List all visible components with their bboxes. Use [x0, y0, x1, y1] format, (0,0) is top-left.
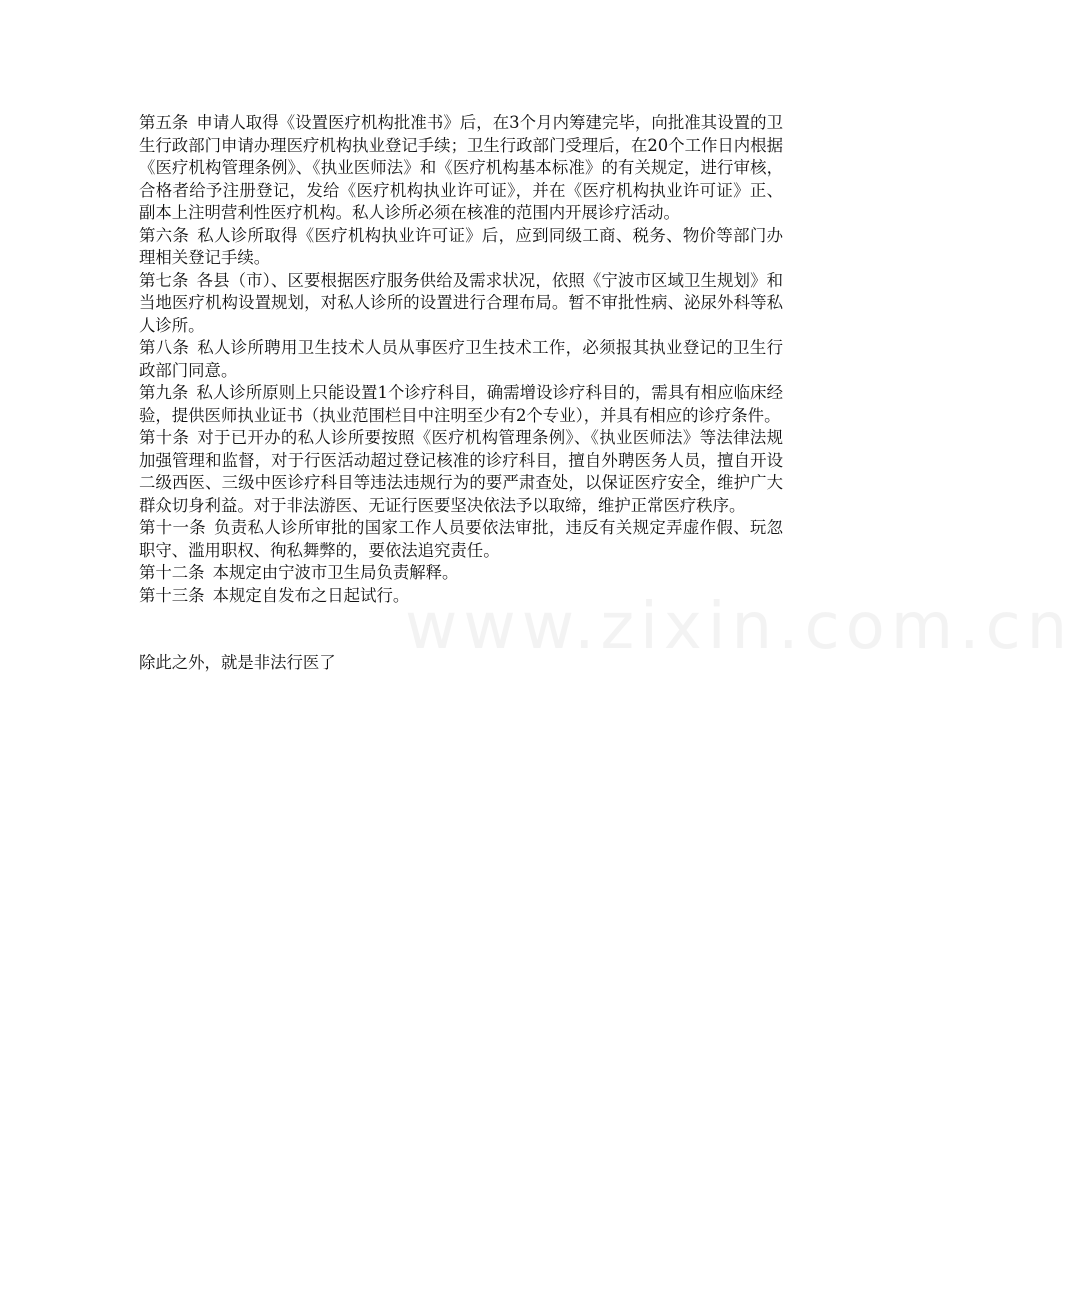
- article-text: 本规定自发布之日起试行。: [212, 585, 410, 605]
- article-8: [139, 337, 783, 382]
- article-text: 对于已开办的私人诊所要按照《医疗机构管理条例》、《执业医师法》等法律法规加强管理和监督，对于行医活动超过登记核准的诊疗科目，擅自外聘医务人员，擅自开设二级西医、三级中医诊疗科目等违法违规行为的要严肃查处，以保证医疗安全，维护广大群众切身利益。对于非法游医、无证行医要坚决依法予以取缔，维护正常医疗秩序。: [139, 428, 783, 515]
- article-text: 私人诊所原则上只能设置1个诊疗科目，确需增设诊疗科目的，需具有相应临床经验，提供医师执业证书（执业范围栏目中注明至少有2个专业），并具有相应的诊疗条件。: [139, 383, 783, 425]
- article-number: 第六条: [139, 225, 190, 245]
- article-text: 私人诊所取得《医疗机构执业许可证》后，应到同级工商、税务、物价等部门办理相关登记手续。: [139, 225, 784, 267]
- article-text: 负责私人诊所审批的国家工作人员要依法审批，违反有关规定弄虚作假、玩忽职守、滥用职权、徇私舞弊的，要依法追究责任。: [139, 518, 784, 560]
- article-number: 第十三条: [139, 585, 205, 605]
- article-11: [139, 517, 783, 562]
- article-number: 第五条: [139, 113, 189, 132]
- article-text: 申请人取得《设置医疗机构批准书》后，在3个月内筹建完毕，向批准其设置的卫生行政部门申请办理医疗机构执业登记手续；卫生行政部门受理后，在20个工作日内根据《医疗机构管理条例》、《执业医师法》和《医疗机构基本标准》的有关规定，进行审核，合格者给予注册登记，发给《医疗机构执业许可证》，并在《医疗机构执业许可证》正、副本上注明营利性医疗机构。私人诊所必须在核准的范围内开展诊疗活动。: [139, 113, 783, 222]
- article-6: [139, 225, 783, 270]
- blank-space: [139, 607, 783, 652]
- article-10: [139, 427, 783, 517]
- document-body: [139, 112, 783, 675]
- article-9: [139, 382, 783, 427]
- watermark: www.zixin.com.cn: [405, 590, 1073, 664]
- article-number: 第七条: [139, 270, 189, 290]
- article-number: 第十一条: [139, 518, 206, 537]
- article-number: 第十二条: [139, 563, 205, 582]
- article-number: 第九条: [139, 383, 189, 402]
- article-text: 本规定由宁波市卫生局负责解释。: [212, 563, 459, 582]
- article-text: 各县（市）、区要根据医疗服务供给及需求状况，依照《宁波市区域卫生规划》和当地医疗机构设置规划，对私人诊所的设置进行合理布局。暂不审批性病、泌尿外科等私人诊所。: [139, 270, 784, 335]
- article-number: 第十条: [139, 428, 190, 447]
- article-13: [139, 585, 783, 608]
- article-text: 私人诊所聘用卫生技术人员从事医疗卫生技术工作，必须报其执业登记的卫生行政部门同意。: [139, 338, 784, 380]
- article-7: [139, 270, 783, 338]
- closing-remark: 除此之外，就是非法行医了: [139, 653, 336, 672]
- article-12: [139, 562, 783, 585]
- article-number: 第八条: [139, 338, 190, 357]
- article-5: [139, 112, 783, 225]
